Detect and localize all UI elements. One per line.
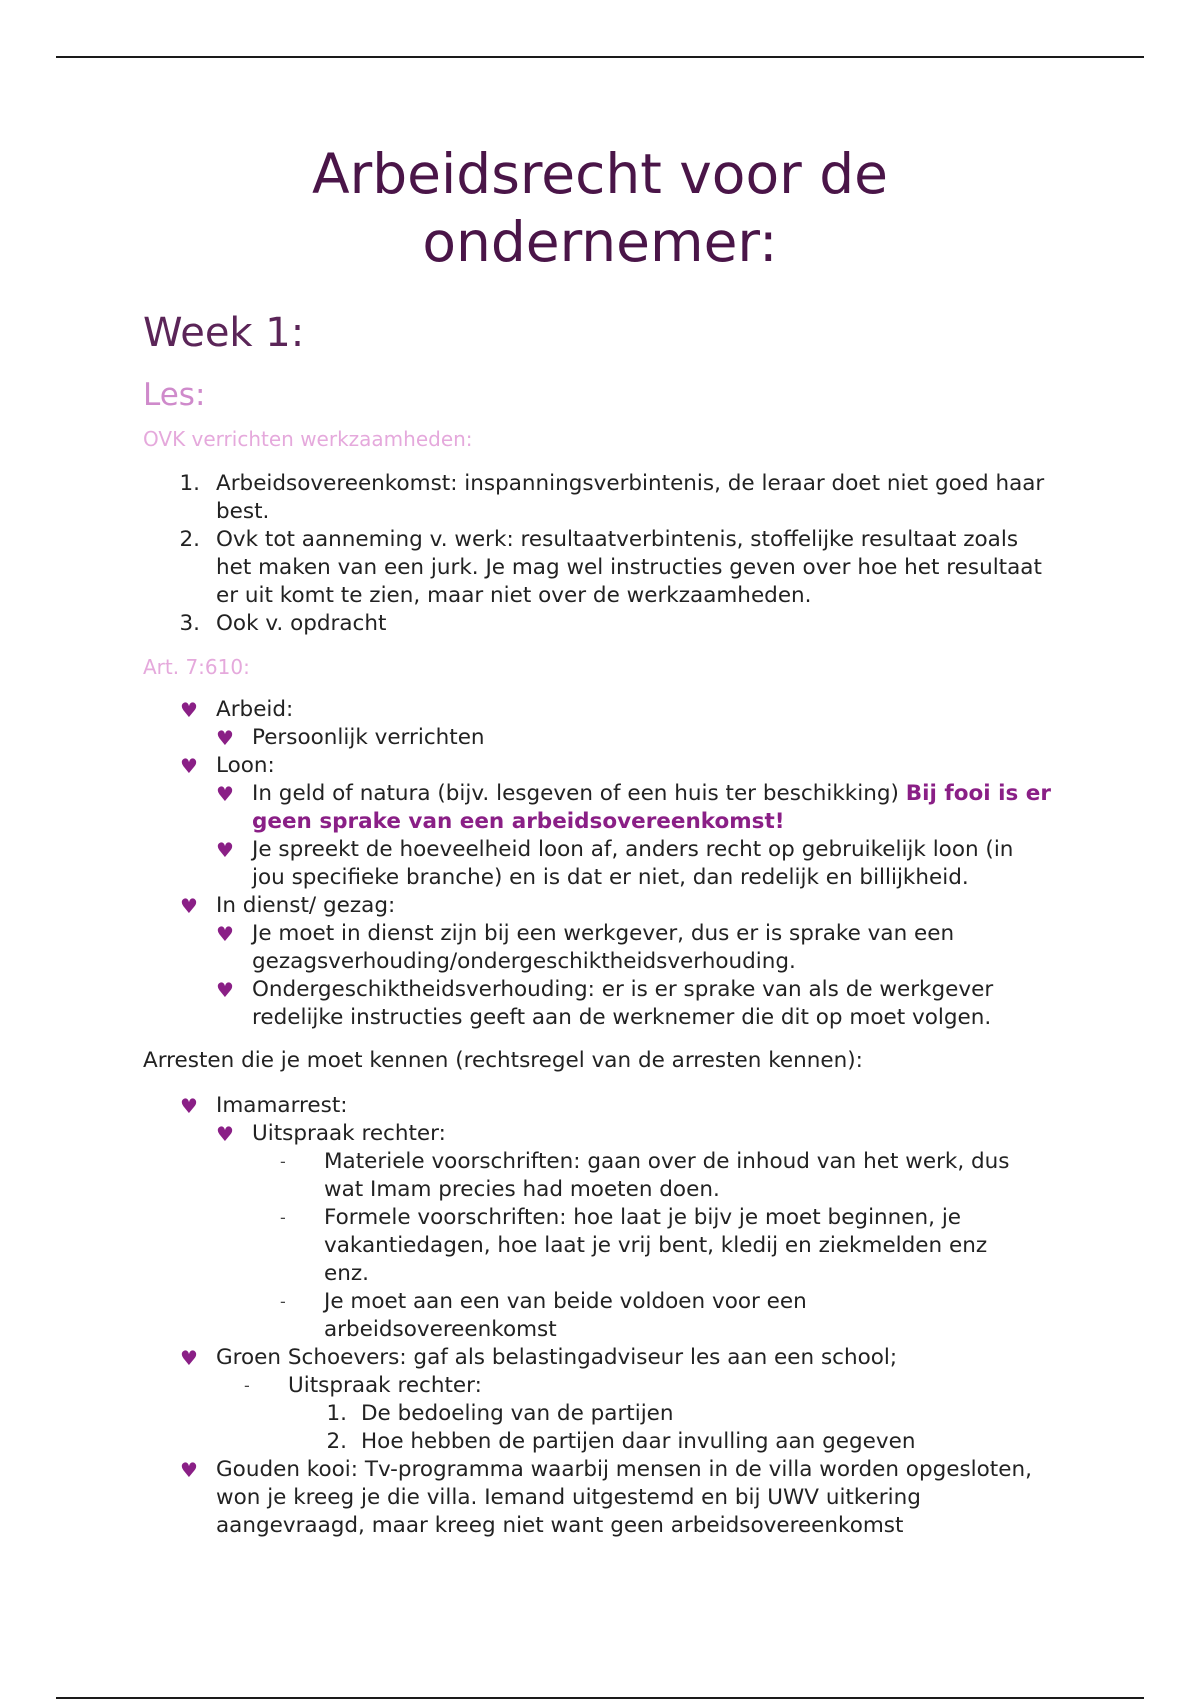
list-item-text: In dienst/ gezag: xyxy=(216,893,396,918)
list-item-text: Ook v. opdracht xyxy=(216,611,387,636)
list-item xyxy=(216,780,1052,836)
list-item xyxy=(180,696,1046,724)
list-item xyxy=(280,1148,1044,1204)
list-number: 1. xyxy=(179,471,200,496)
list-item-text: Formele voorschriften: hoe laat je bijv je moet beginnen, je vakantiedagen, hoe laat je vrij bent, kledij en ziekmelden enz enz. xyxy=(324,1205,988,1286)
ovk-heading: OVK verrichten werkzaamheden: xyxy=(143,427,473,451)
bottom-rule xyxy=(56,1697,1144,1699)
heart-bullet-icon: ♥ xyxy=(180,754,198,778)
list-item xyxy=(180,1092,1046,1120)
les-heading: Les: xyxy=(143,377,206,413)
list-item xyxy=(180,1344,1046,1372)
list-number: 2. xyxy=(326,1429,347,1454)
list-item xyxy=(216,836,1052,892)
arresten-list xyxy=(0,1092,1200,1540)
heart-bullet-icon: ♥ xyxy=(180,698,198,722)
heart-bullet-icon: ♥ xyxy=(216,782,234,806)
list-item-text: Persoonlijk verrichten xyxy=(252,725,485,750)
heart-bullet-icon: ♥ xyxy=(216,838,234,862)
list-item xyxy=(179,470,1046,526)
art-list xyxy=(0,696,1200,1032)
list-number: 3. xyxy=(179,611,200,636)
list-item-text: Je moet in dienst zijn bij een werkgever, dus er is sprake van een gezagsverhouding/ondergeschiktheidsverhouding. xyxy=(252,921,955,974)
top-rule xyxy=(56,56,1144,58)
list-item-text: Loon: xyxy=(216,753,275,778)
title-line-1: Arbeidsrecht voor de xyxy=(312,142,888,206)
list-item xyxy=(216,1120,1052,1148)
list-item-text: Arbeidsovereenkomst: inspanningsverbintenis, de leraar doet niet goed haar best. xyxy=(216,471,1045,524)
list-item-text: Ovk tot aanneming v. werk: resultaatverbintenis, stoffelijke resultaat zoals het maken van een jurk. Je mag wel instructies geven over hoe het resultaat er uit komt te zien, maar niet over de werkzaamheden. xyxy=(216,527,1042,608)
list-item xyxy=(244,1372,1048,1400)
list-item xyxy=(326,1428,1061,1456)
list-item xyxy=(179,526,1046,610)
list-item xyxy=(180,892,1046,920)
page-title xyxy=(0,140,1200,276)
heart-bullet-icon: ♥ xyxy=(180,1346,198,1370)
list-item-text: Materiele voorschriften: gaan over de inhoud van het werk, dus wat Imam precies had moeten doen. xyxy=(324,1149,1010,1202)
dash-bullet: - xyxy=(280,1292,286,1311)
arresten-intro: Arresten die je moet kennen (rechtsregel van de arresten kennen): xyxy=(143,1048,863,1073)
ovk-list xyxy=(0,470,1200,638)
heart-bullet-icon: ♥ xyxy=(216,922,234,946)
dash-bullet: - xyxy=(280,1152,286,1171)
list-item xyxy=(180,752,1046,780)
list-item-text: Je moet aan een van beide voldoen voor een arbeidsovereenkomst xyxy=(324,1289,807,1342)
dash-bullet: - xyxy=(244,1376,250,1395)
list-item-text: Uitspraak rechter: xyxy=(252,1121,446,1146)
list-item xyxy=(326,1400,1061,1428)
list-item-text: Uitspraak rechter: xyxy=(288,1373,482,1398)
list-item-text: Hoe hebben de partijen daar invulling aan gegeven xyxy=(361,1429,916,1454)
list-item xyxy=(179,610,1046,638)
dash-bullet: - xyxy=(280,1208,286,1227)
loon-text: In geld of natura (bijv. lesgeven of een huis ter beschikking) xyxy=(252,781,899,806)
list-item xyxy=(280,1288,884,1344)
heart-bullet-icon: ♥ xyxy=(216,726,234,750)
list-item-text: Je spreekt de hoeveelheid loon af, anders recht op gebruikelijk loon (in jou specifieke branche) en is dat er niet, dan redelijk en billijkheid. xyxy=(252,837,1014,890)
art-heading: Art. 7:610: xyxy=(143,655,250,679)
list-item xyxy=(216,724,1052,752)
list-item xyxy=(216,976,1032,1032)
list-item-text: De bedoeling van de partijen xyxy=(361,1401,674,1426)
list-item-text: Ondergeschiktheidsverhouding: er is er sprake van als de werkgever redelijke instructies geeft aan de werknemer die dit op moet volgen. xyxy=(252,977,994,1030)
list-number: 2. xyxy=(179,527,200,552)
title-line-2: ondernemer: xyxy=(422,210,778,274)
heart-bullet-icon: ♥ xyxy=(180,894,198,918)
week-heading: Week 1: xyxy=(143,310,305,356)
heart-bullet-icon: ♥ xyxy=(180,1094,198,1118)
list-item-text xyxy=(252,780,1052,836)
list-item xyxy=(216,920,992,976)
heart-bullet-icon: ♥ xyxy=(216,1122,234,1146)
list-item xyxy=(180,1456,1046,1540)
list-item xyxy=(280,1204,1014,1288)
list-number: 1. xyxy=(326,1401,347,1426)
list-item-text: Imamarrest: xyxy=(216,1093,348,1118)
list-item-text: Gouden kooi: Tv-programma waarbij mensen in de villa worden opgesloten, won je kreeg je die villa. Iemand uitgestemd en bij UWV uitkering aangevraagd, maar kreeg niet want geen arbeidsovereenkomst xyxy=(216,1457,1032,1538)
heart-bullet-icon: ♥ xyxy=(216,978,234,1002)
list-item-text: Groen Schoevers: gaf als belastingadviseur les aan een school; xyxy=(216,1345,898,1370)
list-item-text: Arbeid: xyxy=(216,697,294,722)
heart-bullet-icon: ♥ xyxy=(180,1458,198,1482)
fooi-emphasis: Bij fooi is er geen sprake van een arbeidsovereenkomst! xyxy=(252,781,1051,834)
